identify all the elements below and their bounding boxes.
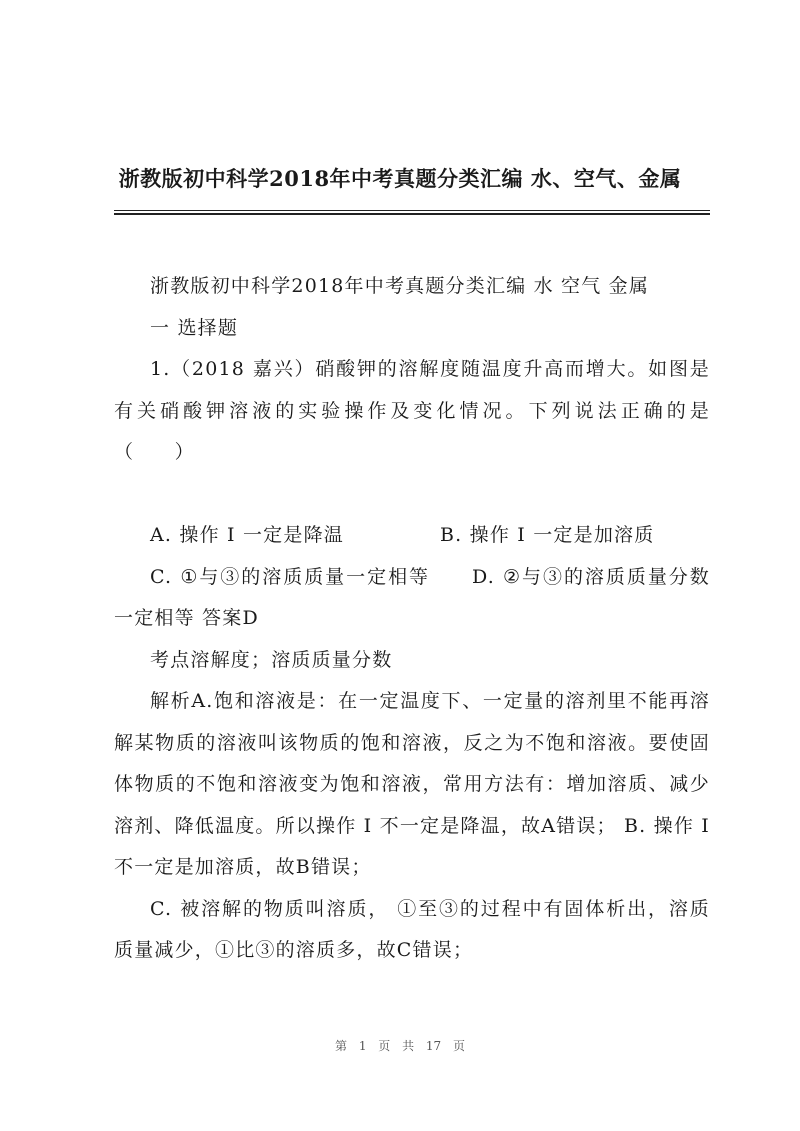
title-divider-thick xyxy=(114,213,710,215)
document-body xyxy=(114,266,710,972)
option-b: B. 操作 I 一定是加溶质 xyxy=(440,524,655,546)
options-row-ab xyxy=(114,515,710,557)
page-number-footer: 第 1 页 共 17 页 xyxy=(335,1039,465,1053)
question-stem: 1.（2018 嘉兴）硝酸钾的溶解度随温度升高而增大。如图是有关硝酸钾溶液的实验操作及变化情况。下列说法正确的是（ ） xyxy=(114,358,710,463)
figure-placeholder-space xyxy=(114,474,710,516)
analysis-paragraph-1: 解析A.饱和溶液是：在一定温度下、一定量的溶剂里不能再溶解某物质的溶液叫该物质的饱和溶液，反之为不饱和溶液。要使固体物质的不饱和溶液变为饱和溶液，常用方法有：增加溶质、减少溶剂、降低温度。所以操作 I 不一定是降温，故A错误； B. 操作 I 不一定是加溶质，故B错误； xyxy=(114,690,710,878)
title-divider-thin xyxy=(114,210,710,211)
options-cd-and-answer: C. ①与③的溶质质量一定相等 D. ②与③的溶质质量分数一定相等 答案D xyxy=(114,565,710,629)
knowledge-point: 考点溶解度；溶质质量分数 xyxy=(150,648,393,671)
option-a: A. 操作 I 一定是降温 xyxy=(150,524,344,546)
document-title: 浙教版初中科学2018年中考真题分类汇编 水、空气、金属 xyxy=(118,166,682,191)
analysis-paragraph-2: C. 被溶解的物质叫溶质， ①至③的过程中有固体析出，溶质质量减少，①比③的溶质多，故C错误； xyxy=(114,897,710,961)
section-heading: 一 选择题 xyxy=(150,316,239,339)
content-heading: 浙教版初中科学2018年中考真题分类汇编 水 空气 金属 xyxy=(150,275,650,297)
